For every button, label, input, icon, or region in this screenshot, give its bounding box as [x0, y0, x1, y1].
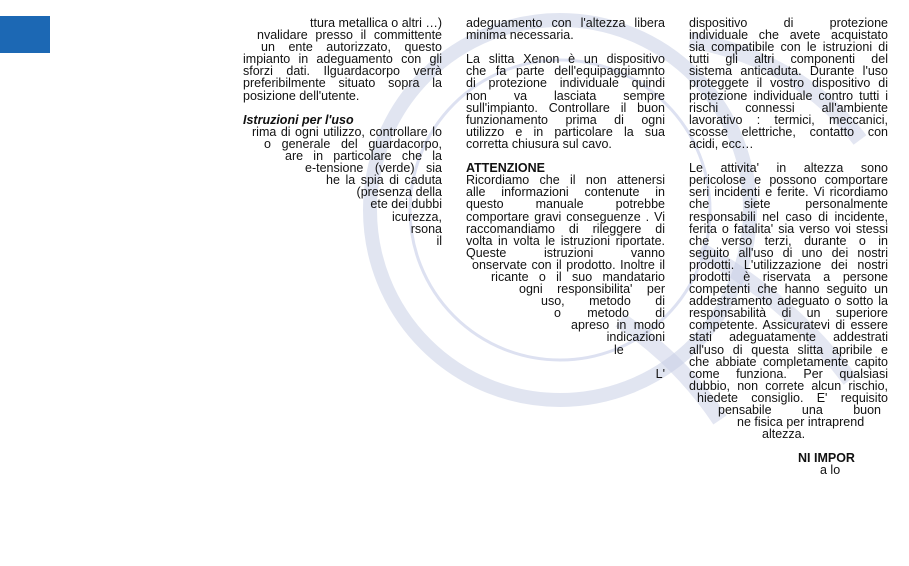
- text-line: che verso terzi, durante o in: [689, 233, 888, 248]
- text-line: a lo: [820, 463, 841, 478]
- text-line: comportare gravi conseguenze . Vi: [466, 209, 665, 224]
- text-line: un ente autorizzato, questo: [261, 40, 442, 55]
- text-line: prodotti. L'utilizzazione dei nostri: [689, 257, 888, 272]
- text-line: uso, metodo di: [541, 294, 665, 309]
- text-line: ricante o il suo mandatario: [491, 269, 665, 284]
- text-line: sforzi dati. Ilguardacorpo verrà: [243, 64, 442, 79]
- text-line: competente. Assicuratevi di essere: [689, 318, 888, 333]
- text-line: alle informazioni contenute in: [466, 185, 665, 200]
- text-line: responsabilità di un superiore: [689, 306, 888, 321]
- text-line: lavorativo : termici, meccanici,: [689, 112, 888, 127]
- section-heading: Istruzioni per l'uso: [243, 112, 354, 127]
- text-line: Le attivita' in altezza sono: [689, 161, 888, 176]
- text-line: sistema anticaduta. Durante l'uso: [689, 64, 888, 79]
- text-line: scosse elettriche, contatto con: [689, 124, 888, 139]
- text-line: indicazioni: [606, 330, 665, 345]
- text-line: minima necessaria.: [466, 28, 574, 43]
- text-line: e-tensione (verde) sia: [305, 161, 442, 176]
- text-line: ne fisica per intraprend: [737, 415, 865, 430]
- text-line: tutti gli altri componenti del: [689, 52, 888, 67]
- text-line: onservate con il prodotto. Inoltre il: [472, 257, 665, 272]
- text-line: competenti che hanno seguito un: [689, 282, 888, 297]
- text-line: rima di ogni utilizzo, controllare lo: [252, 124, 442, 139]
- section-tab-marker: [0, 16, 50, 53]
- text-line: stati adeguatamente addestrati: [689, 330, 888, 345]
- text-line: posizione dell'utente.: [243, 88, 360, 103]
- text-line: pericolose e possono comportare: [689, 173, 888, 188]
- text-column-3: [689, 17, 888, 477]
- text-line: corretta chiusura sul cavo.: [466, 136, 612, 151]
- text-line: sia compatibile con le istruzioni di: [689, 40, 888, 55]
- text-line: dispositivo di protezione: [689, 16, 888, 30]
- text-line: apreso in modo: [571, 318, 665, 333]
- text-line: che abbiate completamente capito: [689, 354, 888, 369]
- text-line: ete dei dubbi: [370, 197, 442, 212]
- text-line: ttura metallica o altri …): [310, 16, 442, 30]
- text-line: pensabile una buon: [718, 403, 881, 417]
- section-heading: NI IMPOR: [798, 451, 855, 466]
- text-line: seri incidenti e ferite. Vi ricordiamo: [689, 185, 888, 200]
- text-line: hiedete consiglio. E' requisito: [697, 390, 888, 405]
- text-line: impianto in adeguamento con gli: [243, 52, 442, 67]
- text-line: all'uso di questa slitta apribile e: [689, 342, 888, 357]
- text-line: rischi connessi all'ambiente: [689, 100, 888, 115]
- text-line: funzionamento prima di ogni: [466, 112, 665, 127]
- text-line: ogni responsibilita' per: [519, 282, 665, 297]
- text-line: addestramento adeguato o sotto la: [689, 294, 888, 309]
- text-line: (presenza della: [356, 185, 442, 200]
- text-line: questo manuale potrebbe: [466, 197, 665, 212]
- text-line: Queste istruzioni vanno: [466, 245, 665, 260]
- text-line: dubbio, non correte alcun rischio,: [689, 378, 888, 393]
- text-line: he la spia di caduta: [326, 173, 442, 188]
- text-line: responsabili nel caso di incidente,: [689, 209, 888, 224]
- text-line: L': [655, 366, 665, 381]
- text-line: are in particolare che la: [285, 149, 442, 164]
- text-line: prodotti è riservata a persone: [689, 269, 888, 284]
- text-line: seguito all'uso di uno dei nostri: [689, 245, 888, 260]
- text-line: le: [614, 342, 624, 357]
- section-heading: ATTENZIONE: [466, 161, 545, 176]
- text-column-1: [243, 17, 442, 247]
- text-line: proteggete il vostro dispositivo di: [689, 76, 888, 91]
- text-line: nvalidare presso il committente: [257, 28, 442, 43]
- text-line: non va lasciata sempre: [466, 88, 665, 103]
- text-line: protezione individuale contro tutti i: [689, 88, 888, 103]
- text-line: preferibilmente situato sopra la: [243, 76, 442, 91]
- text-line: ferita o fatalita' sia verso voi stessi: [689, 221, 888, 236]
- text-line: come funziona. Per qualsiasi: [689, 366, 888, 381]
- text-line: altezza.: [762, 427, 806, 442]
- text-line: o generale del guardacorpo,: [264, 136, 442, 151]
- text-line: acidi, ecc…: [689, 136, 754, 151]
- text-line: icurezza,: [391, 209, 442, 224]
- text-line: La slitta Xenon è un dispositivo: [466, 52, 665, 67]
- text-line: individuale che avete acquistato: [689, 28, 888, 43]
- text-line: adeguamento con l'altezza libera: [466, 16, 665, 30]
- text-line: volta in volta le istruzioni riportate.: [466, 233, 665, 248]
- text-line: il: [436, 233, 442, 248]
- text-line: rsona: [410, 221, 442, 236]
- text-line: che siete personalmente: [689, 197, 888, 212]
- text-line: Ricordiamo che il non attenersi: [466, 173, 665, 188]
- text-line: che fa parte dell'equipaggiamnto: [466, 64, 665, 79]
- text-line: utilizzo e in particolare la sua: [466, 124, 665, 139]
- text-line: o metodo di: [554, 306, 665, 321]
- text-line: sull'impianto. Controllare il buon: [466, 100, 665, 115]
- text-line: di protezione individuale quindi: [466, 76, 665, 91]
- text-column-2: [466, 17, 665, 380]
- text-line: raccomandiamo di rileggere di: [466, 221, 665, 236]
